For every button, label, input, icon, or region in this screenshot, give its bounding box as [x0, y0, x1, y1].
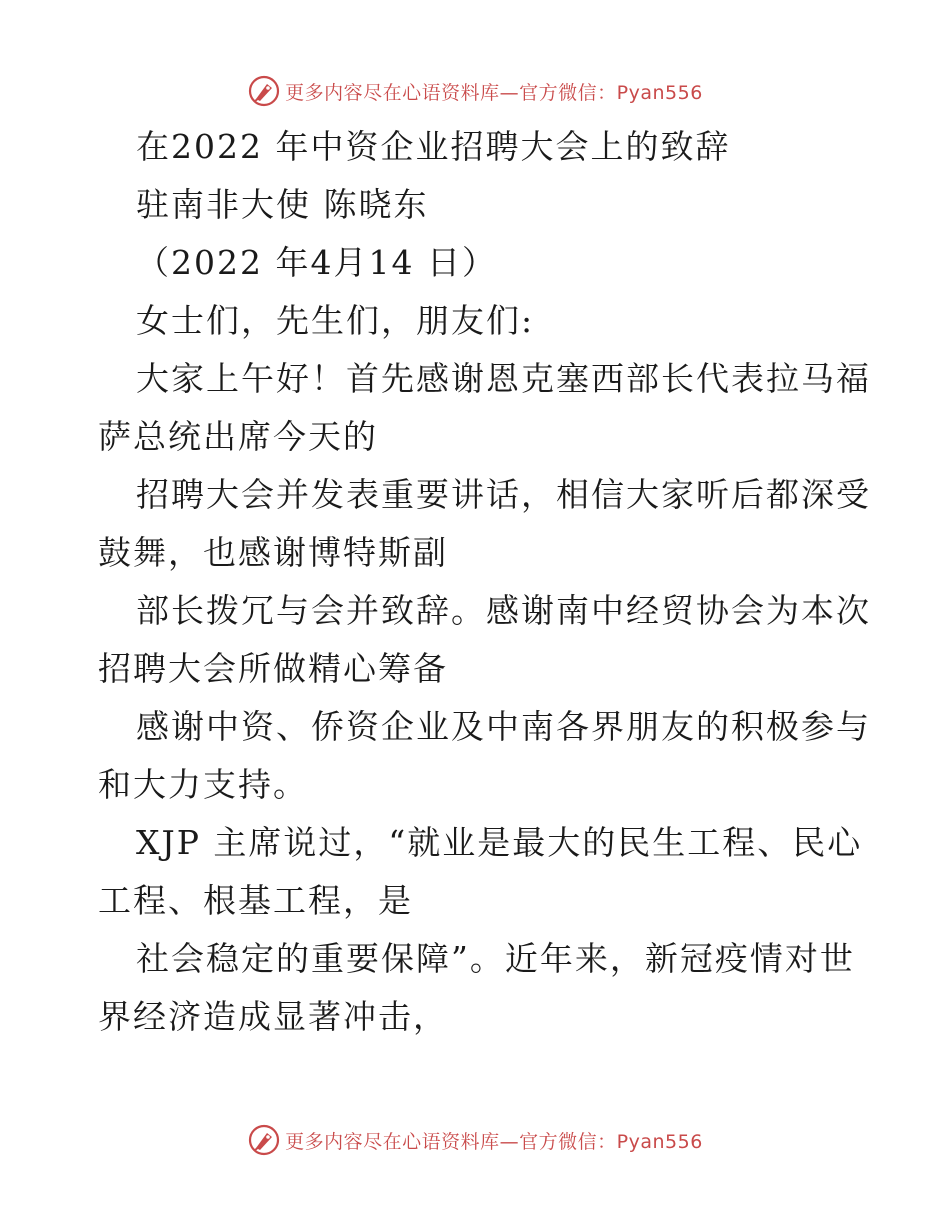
- paragraph: [98, 588, 871, 691]
- date-line: （2022 年4月14 日）: [136, 243, 497, 282]
- watermark-header: [0, 71, 950, 111]
- paragraph-line: 鼓舞，也感谢博特斯副: [98, 533, 448, 572]
- speaker-line: 驻南非大使 陈晓东: [136, 185, 429, 224]
- paragraph: [98, 820, 863, 923]
- paragraph-line: 大家上午好！首先感谢恩克塞西部长代表拉马福: [136, 359, 871, 398]
- watermark-footer: [0, 1120, 950, 1160]
- paragraph-line: 社会稳定的重要保障”。近年来，新冠疫情对世: [136, 939, 855, 978]
- paragraph-line: 招聘大会并发表重要讲话，相信大家听后都深受: [136, 475, 871, 514]
- salutation: 女士们，先生们，朋友们:: [136, 301, 535, 340]
- paragraph-line: 招聘大会所做精心筹备: [98, 649, 448, 688]
- paragraph: [98, 704, 871, 807]
- paragraph-line: 部长拨冗与会并致辞。感谢南中经贸协会为本次: [136, 591, 871, 630]
- pen-nib-logo-icon: [247, 1123, 281, 1157]
- document-title: 在2022 年中资企业招聘大会上的致辞: [136, 127, 731, 166]
- paragraph-line: 界经济造成显著冲击，: [98, 997, 448, 1036]
- paragraph: [98, 356, 871, 459]
- paragraph: [98, 936, 858, 1039]
- paragraph-line: 和大力支持。: [98, 765, 308, 804]
- paragraph-line: 萨总统出席今天的: [98, 417, 378, 456]
- paragraph-line: 感谢中资、侨资企业及中南各界朋友的积极参与: [136, 707, 871, 746]
- watermark-text: 更多内容尽在心语资料库—官方微信：Pyan556: [285, 1130, 703, 1153]
- paragraph-line: XJP 主席说过，“就业是最大的民生工程、民心: [136, 823, 863, 862]
- document-body: [98, 124, 871, 1052]
- paragraph: [98, 472, 871, 575]
- watermark-text: 更多内容尽在心语资料库—官方微信：Pyan556: [285, 81, 703, 104]
- pen-nib-logo-icon: [247, 74, 281, 108]
- paragraph-line: 工程、根基工程，是: [98, 881, 413, 920]
